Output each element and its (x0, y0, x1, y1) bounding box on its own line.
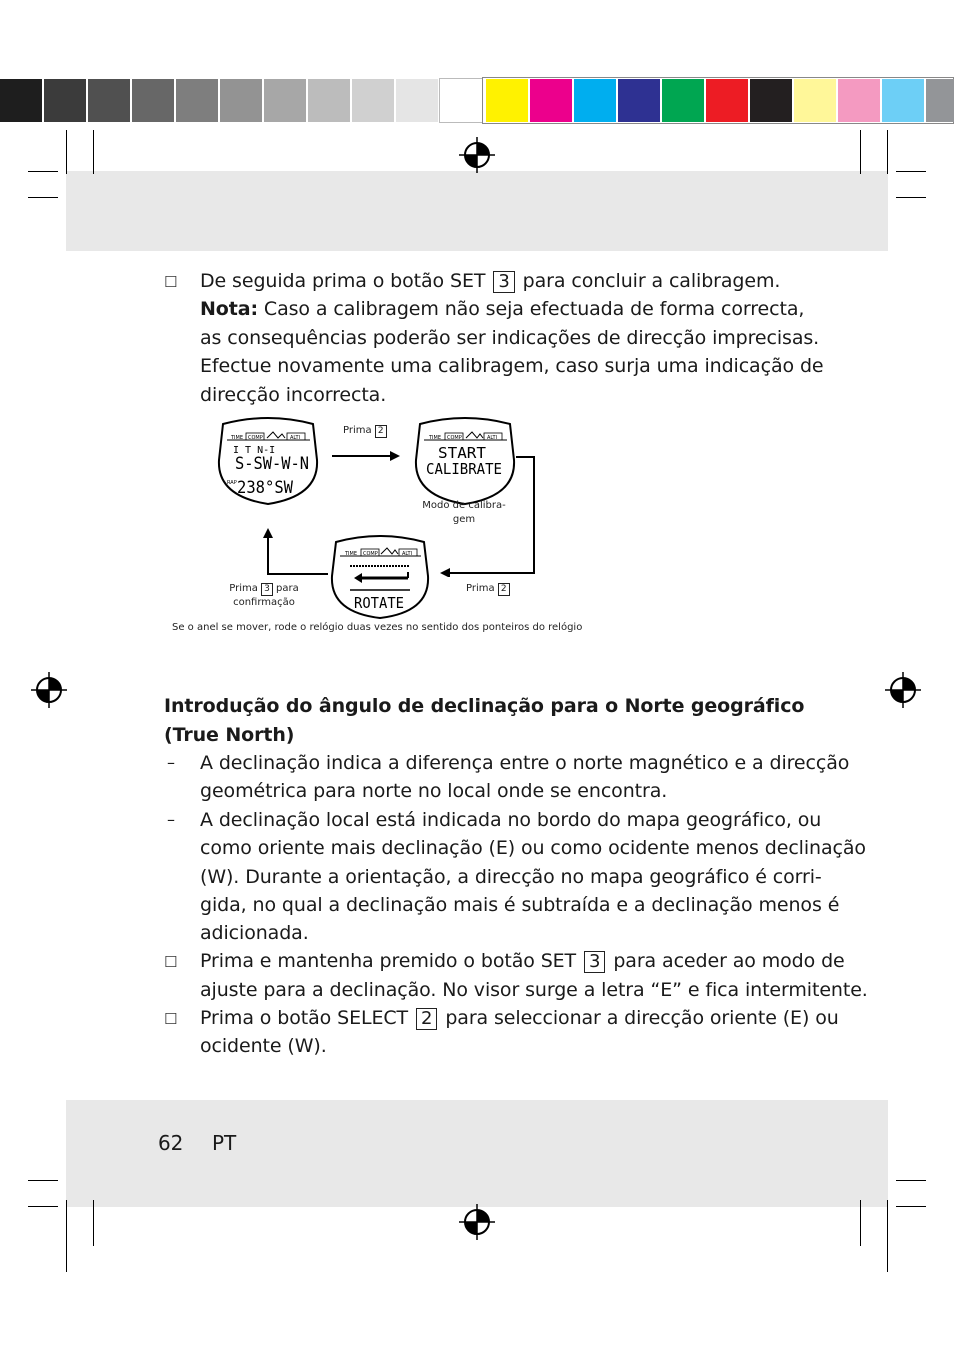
process-swatch (530, 79, 572, 122)
note-label: Nota: (200, 298, 258, 320)
gray-swatch (132, 79, 174, 122)
paragraph-line: adicionada. (200, 922, 309, 944)
press-label (343, 424, 387, 438)
header-band (66, 171, 888, 251)
watch-row: S-SW-W-N (235, 454, 309, 474)
label-text: Modo de calibra- (422, 500, 506, 511)
key-label: 2 (375, 425, 387, 438)
paragraph-line: gida, no qual a declinação mais é subtraída e a declinação menos é (200, 894, 840, 916)
tab-label: TIME (231, 435, 244, 441)
paragraph-line: como oriente mais declinação (E) ou como ocidente menos declinação (200, 837, 866, 859)
watch-row: I T N-I (233, 445, 276, 456)
select-key-label: 2 (416, 1008, 437, 1030)
note-line: Efectue novamente uma calibragem, caso surja uma indicação de (200, 355, 824, 377)
key-label: 3 (261, 583, 273, 596)
tab-label: TIME (345, 551, 358, 557)
step-text: para aceder ao modo de (613, 950, 845, 972)
tab-label: TIME (429, 435, 442, 441)
gray-swatch (0, 79, 42, 122)
process-swatch (574, 79, 616, 122)
dash-bullet: – (167, 810, 175, 829)
paragraph-line: A declinação indica a diferença entre o norte magnético e a direcção (200, 752, 850, 774)
watch-compass-display (215, 414, 321, 506)
press-confirm-label (222, 582, 306, 610)
watch-row: ROTATE (354, 594, 404, 612)
tab-label: COMP (447, 435, 462, 441)
arrow-up-icon (258, 528, 332, 578)
step-text: Prima o botão SELECT (200, 1007, 409, 1029)
press-text: Prima (343, 425, 372, 436)
watch-row: CALIBRATE (426, 460, 502, 478)
gray-swatch (264, 79, 306, 122)
tab-label: ALTI (290, 435, 301, 441)
checkbox-bullet-icon: ☐ (164, 953, 178, 971)
gray-swatch (88, 79, 130, 122)
gray-swatch (352, 79, 394, 122)
watch-row: 238°SW (237, 478, 294, 498)
tab-label: COMP (248, 435, 263, 441)
gray-swatch (440, 79, 482, 122)
registration-mark-icon (31, 672, 67, 708)
press-text: confirmação (233, 597, 295, 608)
step-select-direction (200, 1004, 839, 1033)
section-title: Introdução do ângulo de declinação para o Norte geográfico (164, 695, 805, 717)
step-set-declination (200, 947, 845, 976)
process-swatch (706, 79, 748, 122)
page-number: 62 (158, 1131, 184, 1155)
process-swatch (486, 79, 528, 122)
tab-label: COMP (363, 551, 378, 557)
process-swatch (794, 79, 836, 122)
tab-label: ALTI (402, 551, 413, 557)
section-title: (True North) (164, 724, 295, 746)
process-swatch (662, 79, 704, 122)
footer-band (66, 1100, 888, 1207)
calibration-mode-label (414, 499, 514, 527)
process-swatch (750, 79, 792, 122)
step-text: para concluir a calibragem. (522, 270, 781, 292)
label-text: gem (452, 514, 476, 525)
press-text: para (276, 583, 299, 594)
watch-row: START (438, 444, 486, 462)
process-swatch (838, 79, 880, 122)
set-key-label: 3 (584, 951, 605, 973)
watch-side: RAP (227, 480, 237, 486)
dash-bullet: – (167, 753, 175, 772)
arrow-right-icon (330, 448, 402, 464)
press-text: Prima (466, 583, 495, 594)
set-key-label: 3 (493, 271, 514, 293)
key-label: 2 (498, 583, 510, 596)
step-calibration-finish (200, 267, 780, 296)
step-text: De seguida prima o botão SET (200, 270, 486, 292)
note-line: as consequências poderão ser indicações de direcção imprecisas. (200, 327, 820, 349)
press-label (466, 582, 510, 596)
diagram-caption: Se o anel se mover, rode o relógio duas vezes no sentido dos ponteiros do relógio (172, 622, 583, 633)
gray-swatch (308, 79, 350, 122)
process-swatch (618, 79, 660, 122)
language-code: PT (212, 1131, 237, 1155)
registration-mark-icon (459, 137, 495, 173)
paragraph-line: geométrica para norte no local onde se encontra. (200, 780, 668, 802)
paragraph-line: ajuste para a declinação. No visor surge a letra “E” e fica intermitente. (200, 979, 868, 1001)
step-text: Prima e mantenha premido o botão SET (200, 950, 577, 972)
tab-label: ALTI (487, 435, 498, 441)
gray-swatch (44, 79, 86, 122)
step-text: para seleccionar a direcção oriente (E) ou (445, 1007, 839, 1029)
registration-mark-icon (459, 1204, 495, 1240)
note-text: Caso a calibragem não seja efectuada de forma correcta, (263, 298, 805, 320)
process-swatch (926, 79, 954, 122)
paragraph-line: (W). Durante a orientação, a direcção no mapa geográfico é corri- (200, 866, 822, 888)
registration-mark-icon (885, 672, 921, 708)
note-line (200, 295, 804, 324)
process-swatch (882, 79, 924, 122)
checkbox-bullet-icon: ☐ (164, 273, 178, 291)
note-line: direcção incorrecta. (200, 384, 387, 406)
gray-swatch (176, 79, 218, 122)
checkbox-bullet-icon: ☐ (164, 1010, 178, 1028)
paragraph-line: ocidente (W). (200, 1035, 327, 1057)
paragraph-line: A declinação local está indicada no bordo do mapa geográfico, ou (200, 809, 822, 831)
watch-rotate-display (328, 532, 432, 620)
gray-swatch (220, 79, 262, 122)
press-text: Prima (229, 583, 258, 594)
gray-swatch (396, 79, 438, 122)
